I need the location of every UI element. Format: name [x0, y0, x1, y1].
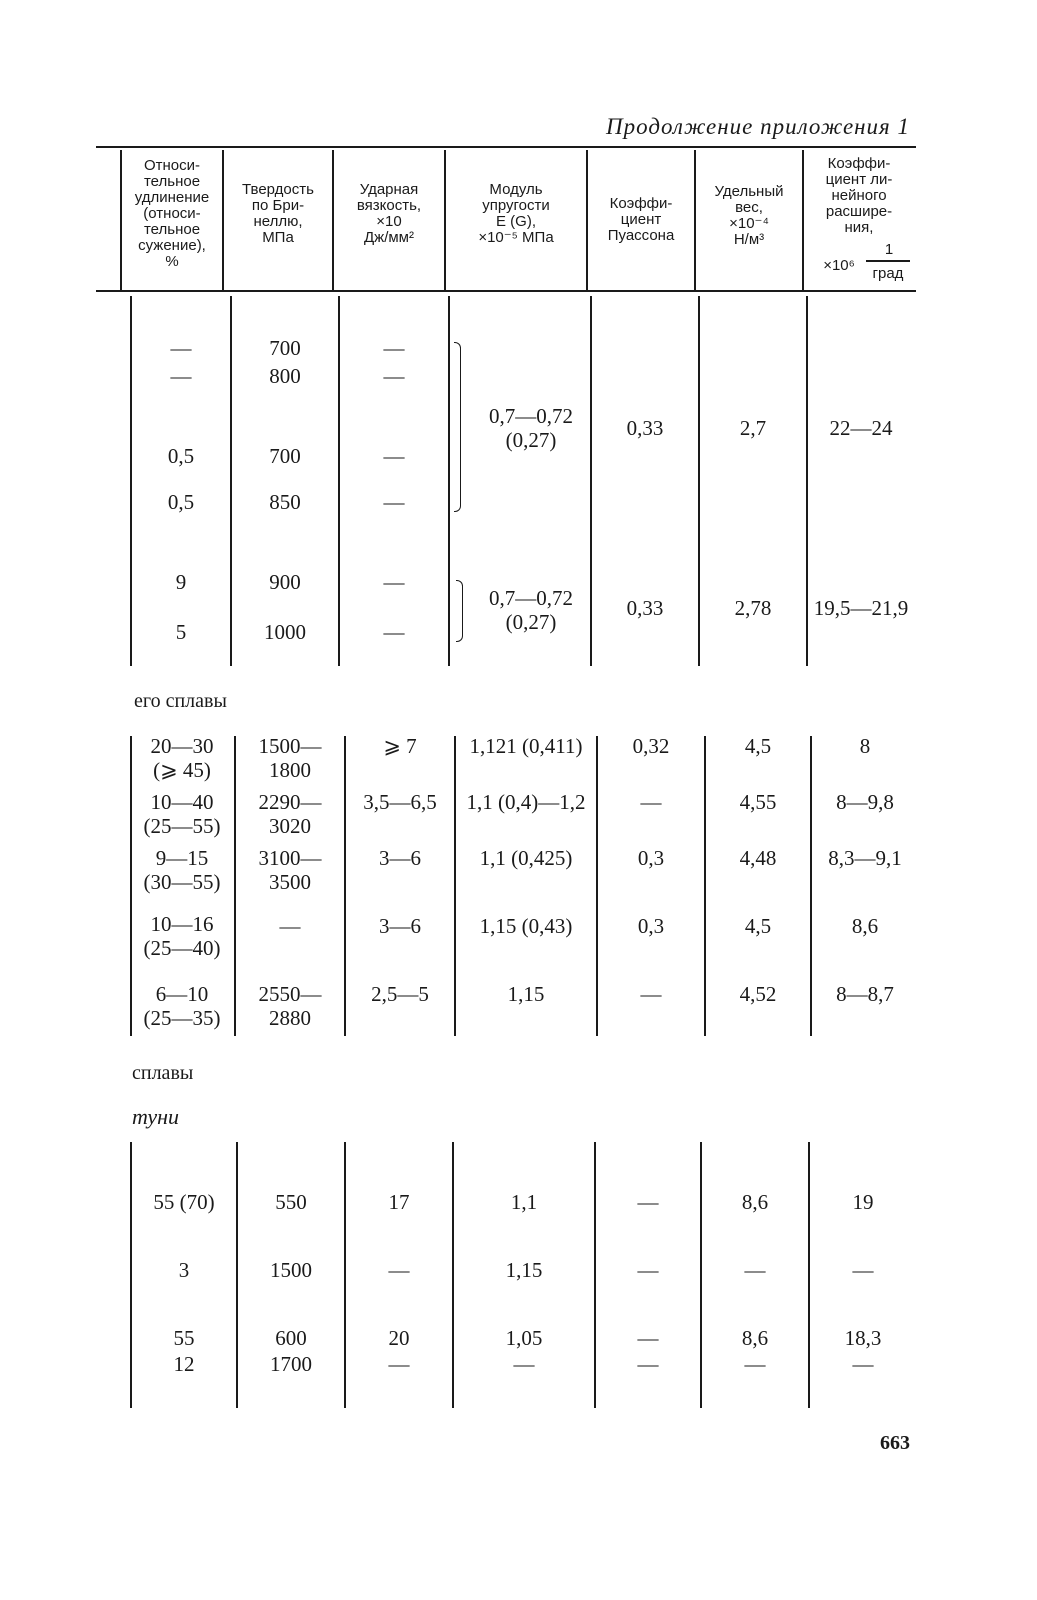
b1-elongation: 0,5 [167, 490, 195, 514]
b4-hardness: 550 [275, 1190, 307, 1214]
b4-hardness: 600 [275, 1326, 307, 1350]
b4-poisson: — [637, 1258, 659, 1282]
b2-weight: 2,78 [734, 596, 772, 620]
b3-poisson: — [640, 790, 662, 814]
b3-weight: 4,5 [744, 734, 772, 758]
header-modulus: Модуль упругости E (G), ×10⁻⁵ МПа [478, 181, 554, 246]
b1-impact: — [383, 364, 405, 388]
b3-hardness: — [279, 914, 301, 938]
b3-modulus: 1,121 (0,411) [469, 734, 583, 758]
b3-hardness: 3100— 3500 [258, 846, 322, 894]
b4-poisson: — [637, 1352, 659, 1376]
b1-modulus: 0,7—0,72 (0,27) [489, 404, 573, 452]
header-poisson: Коэффи- циент Пуассона [607, 195, 675, 244]
header-expansion-factor: ×10⁶ [823, 257, 855, 274]
b4-weight: — [744, 1258, 766, 1282]
b2-impact: — [383, 570, 405, 594]
b3-poisson: 0,3 [637, 914, 665, 938]
continuation-title: Продолжение приложения 1 [606, 114, 910, 139]
page-number: 663 [880, 1432, 910, 1454]
b3-elongation: 10—40 (25—55) [143, 790, 221, 838]
b2-elongation: 5 [175, 620, 187, 644]
b4-expansion: — [852, 1258, 874, 1282]
b4-modulus: 1,15 [505, 1258, 543, 1282]
b3-elongation: 6—10 (25—35) [143, 982, 221, 1030]
b4-impact: — [388, 1352, 410, 1376]
b3-poisson: 0,3 [637, 846, 665, 870]
header-hardness: Твердость по Бри- неллю, МПа [242, 181, 314, 246]
b1-expansion: 22—24 [829, 416, 893, 440]
b4-weight: 8,6 [741, 1326, 769, 1350]
b4-hardness: 1700 [270, 1352, 312, 1376]
section-label: сплавы [132, 1062, 194, 1084]
b2-hardness: 900 [269, 570, 301, 594]
b2-expansion: 19,5—21,9 [813, 596, 909, 620]
b4-elongation: 12 [173, 1352, 195, 1376]
b1-impact: — [383, 490, 405, 514]
b4-elongation: 3 [178, 1258, 190, 1282]
section-label: туни [132, 1104, 180, 1129]
b3-impact: 3—6 [379, 846, 421, 870]
b4-expansion: — [852, 1352, 874, 1376]
b3-poisson: 0,32 [632, 734, 670, 758]
body-divider [448, 296, 450, 666]
header-fraction-denominator: град [872, 265, 904, 282]
b4-modulus: 1,1 [510, 1190, 538, 1214]
b3-expansion: 8,3—9,1 [828, 846, 902, 870]
b1-brace [454, 342, 461, 512]
b4-modulus: 1,05 [505, 1326, 543, 1350]
b1-poisson: 0,33 [626, 416, 664, 440]
b1-hardness: 800 [269, 364, 301, 388]
b3-elongation: 9—15 (30—55) [143, 846, 221, 894]
b3-weight: 4,52 [739, 982, 777, 1006]
b2-brace [456, 580, 463, 642]
b3-modulus: 1,1 (0,425) [479, 846, 573, 870]
b3-hardness: 2290— 3020 [258, 790, 322, 838]
header-expansion: Коэффи- циент ли- нейного расшире- ния, [825, 155, 893, 236]
b3-weight: 4,5 [744, 914, 772, 938]
b3-elongation: 20—30 (⩾ 45) [150, 734, 214, 782]
b4-weight: 8,6 [741, 1190, 769, 1214]
b4-expansion: 19 [852, 1190, 874, 1214]
b3-expansion: 8—9,8 [836, 790, 894, 814]
header-impact: Ударная вязкость, ×10 Дж/мм² [356, 181, 422, 246]
b3-weight: 4,48 [739, 846, 777, 870]
b3-expansion: 8,6 [851, 914, 879, 938]
fraction-bar [866, 260, 910, 262]
b1-weight: 2,7 [739, 416, 767, 440]
b4-weight: — [744, 1352, 766, 1376]
b1-elongation: — [170, 364, 192, 388]
header-elongation: Относи- тельное удлинение (относи- тельное сужение), % [134, 157, 210, 270]
b4-poisson: — [637, 1326, 659, 1350]
b4-impact: — [388, 1258, 410, 1282]
b4-elongation: 55 [173, 1326, 195, 1350]
b4-impact: 20 [388, 1326, 410, 1350]
b2-impact: — [383, 620, 405, 644]
b3-impact: 3—6 [379, 914, 421, 938]
b4-impact: 17 [388, 1190, 410, 1214]
header-weight: Удельный вес, ×10⁻⁴ Н/м³ [714, 183, 784, 248]
b4-expansion: 18,3 [844, 1326, 882, 1350]
b1-hardness: 700 [269, 444, 301, 468]
b1-impact: — [383, 336, 405, 360]
header-fraction-numerator: 1 [884, 241, 894, 258]
b3-hardness: 1500— 1800 [258, 734, 322, 782]
b3-weight: 4,55 [739, 790, 777, 814]
b3-impact: ⩾ 7 [383, 734, 417, 758]
b4-modulus: — [513, 1352, 535, 1376]
b2-poisson: 0,33 [626, 596, 664, 620]
b3-modulus: 1,15 (0,43) [479, 914, 573, 938]
b3-hardness: 2550— 2880 [258, 982, 322, 1030]
b2-modulus: 0,7—0,72 (0,27) [489, 586, 573, 634]
b3-expansion: 8 [859, 734, 871, 758]
b4-hardness: 1500 [270, 1258, 312, 1282]
b4-elongation: 55 (70) [153, 1190, 215, 1214]
header-bottom-rule [96, 290, 916, 292]
b3-expansion: 8—8,7 [836, 982, 894, 1006]
b1-hardness: 700 [269, 336, 301, 360]
b3-modulus: 1,1 (0,4)—1,2 [466, 790, 586, 814]
b1-elongation: 0,5 [167, 444, 195, 468]
b3-poisson: — [640, 982, 662, 1006]
b1-impact: — [383, 444, 405, 468]
b1-elongation: — [170, 336, 192, 360]
b2-hardness: 1000 [264, 620, 306, 644]
section-label: его сплавы [134, 690, 227, 712]
header-top-rule [96, 146, 916, 148]
b3-modulus: 1,15 [507, 982, 545, 1006]
b3-impact: 3,5—6,5 [363, 790, 437, 814]
b3-elongation: 10—16 (25—40) [143, 912, 221, 960]
b1-hardness: 850 [269, 490, 301, 514]
b2-elongation: 9 [175, 570, 187, 594]
b4-poisson: — [637, 1190, 659, 1214]
b3-impact: 2,5—5 [371, 982, 429, 1006]
